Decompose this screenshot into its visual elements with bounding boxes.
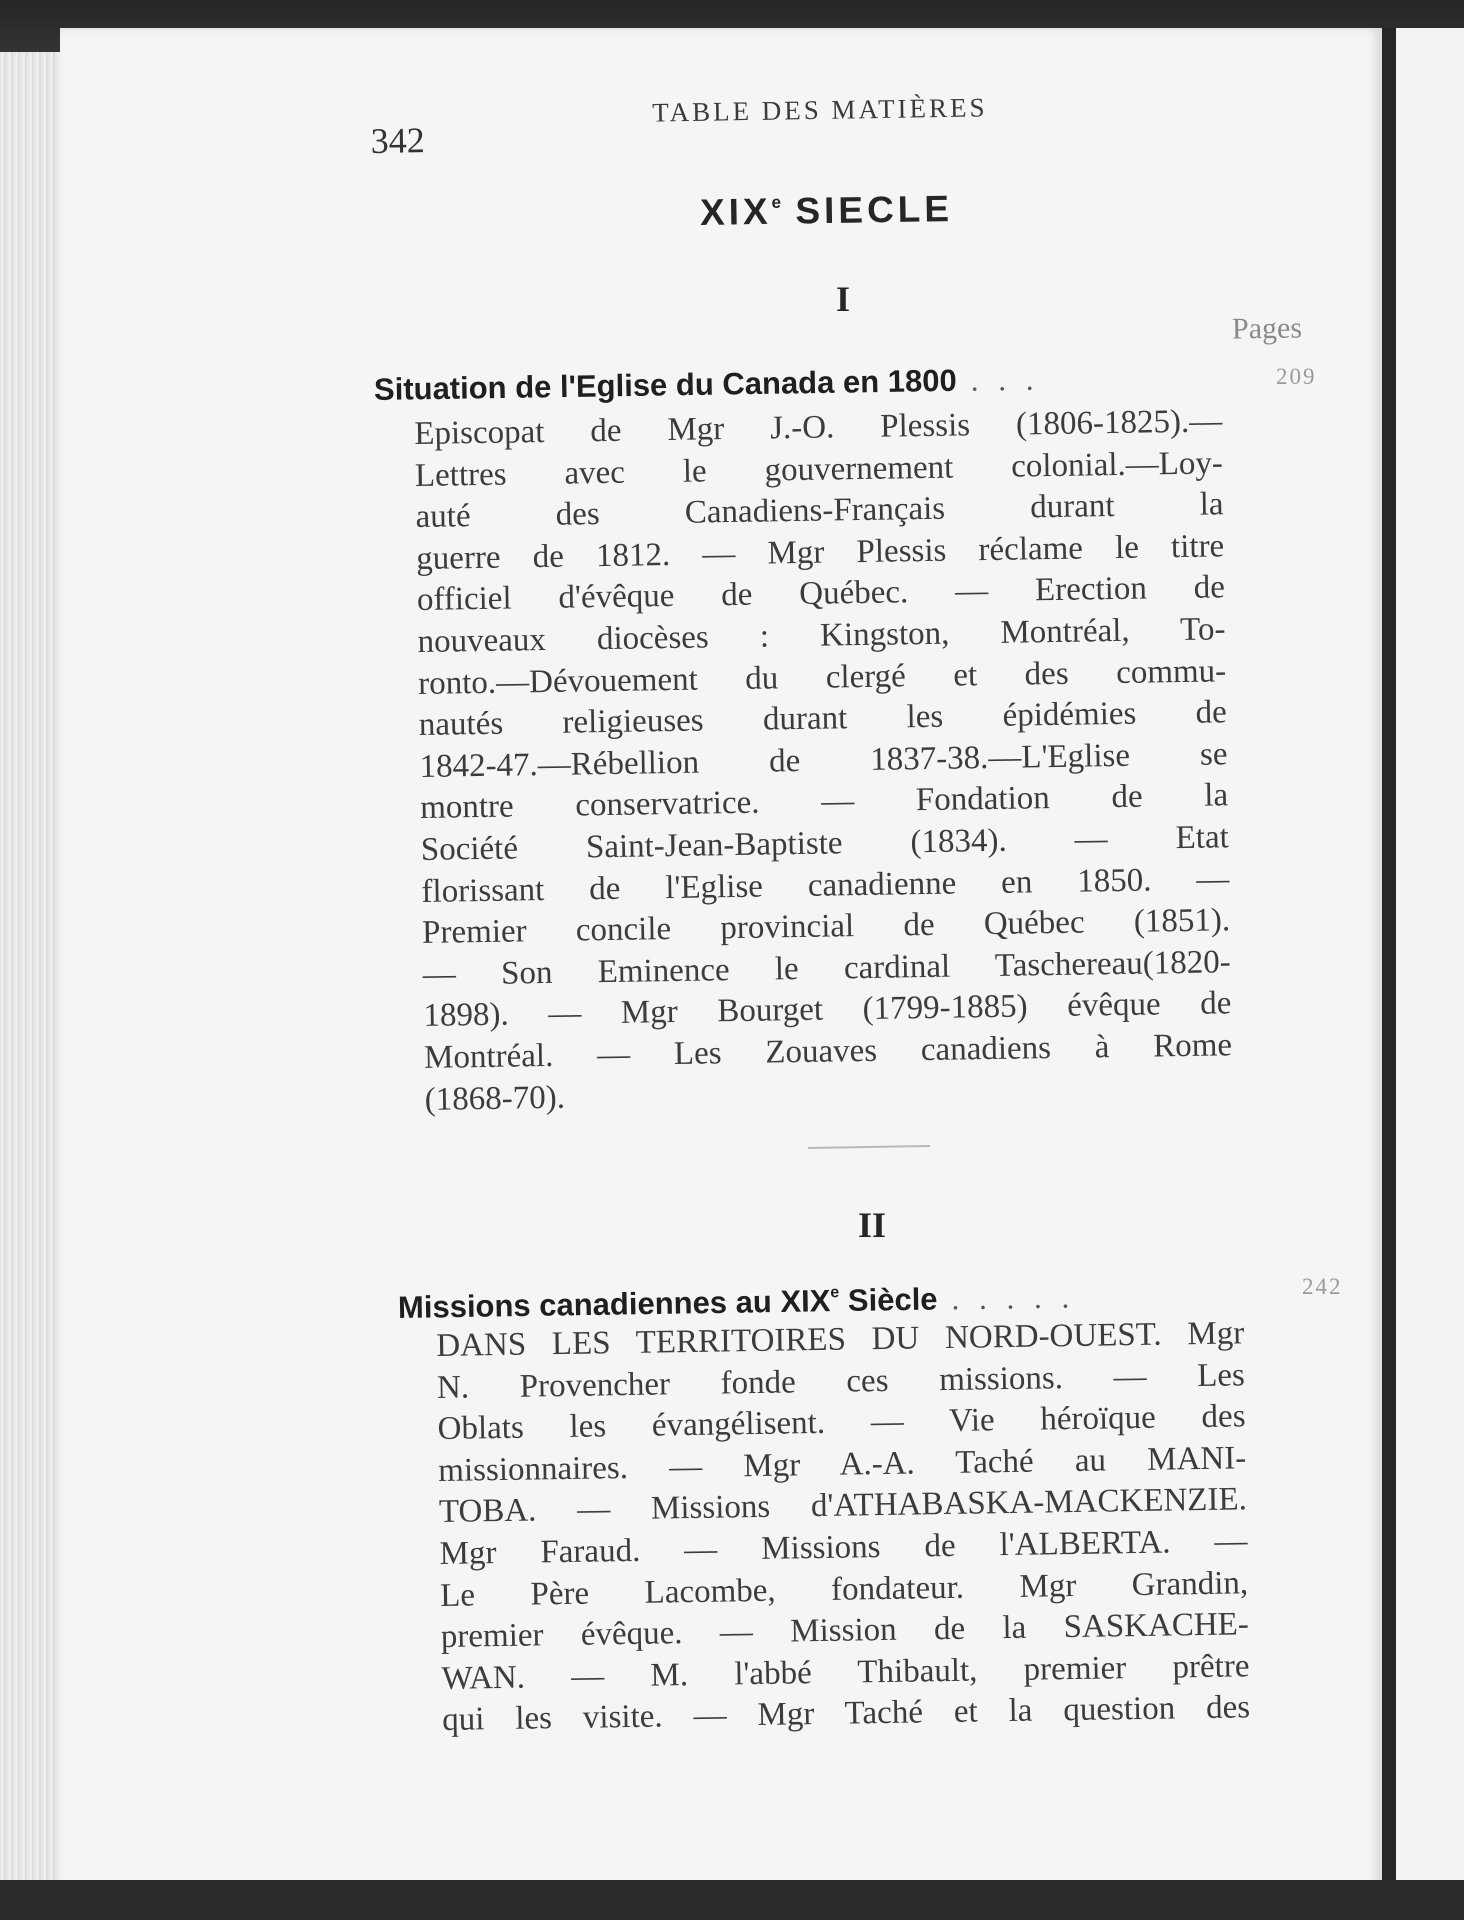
summary-line: montre conservatrice. — Fondation de la — [419, 777, 1229, 827]
summary-line: 1898). — Mgr Bourget (1799-1885) évêque de — [423, 985, 1232, 1035]
summary-line: qui les visite. — Mgr Taché et la question des — [441, 1689, 1251, 1739]
entry-page-ref-2: 242 — [1302, 1274, 1343, 1299]
century-word: SIECLE — [795, 188, 954, 232]
entry-title-2-end: Siècle — [839, 1281, 938, 1319]
summary-line: WAN. — M. l'abbé Thibault, premier prêtre — [441, 1648, 1250, 1697]
summary-line: missionnaires. — Mgr A.-A. Taché au MANI- — [437, 1440, 1247, 1489]
dot-leader: . . . — [970, 361, 1040, 398]
century-suffix: e — [771, 192, 782, 212]
summary-line: florissant de l'Eglise canadienne en 1850. — — [421, 860, 1230, 910]
summary-line: Oblats les évangélisent. — Vie héroïque des — [437, 1398, 1246, 1448]
entry-title-1-text: Situation de l'Eglise du Canada en 1800 — [373, 362, 957, 407]
entry-title-1 — [374, 362, 1040, 408]
section-numeral-1: I — [836, 279, 851, 319]
summary-line: Le Père Lacombe, fondateur. Mgr Grandin, — [439, 1564, 1249, 1614]
section-separator — [808, 1145, 930, 1149]
summary-line: N. Provencher fonde ces missions. — Les — [436, 1356, 1246, 1406]
summary-line: DANS LES TERRITOIRES DU NORD-OUEST. Mgr — [436, 1315, 1245, 1364]
running-title: TABLE DES MATIÈRES — [651, 92, 988, 128]
summary-line: nautés religieuses durant les épidémies de — [418, 694, 1228, 744]
summary-line: officiel d'évêque de Québec. — Erection de — [416, 569, 1226, 619]
entry-summary-1 — [414, 401, 1233, 1121]
century-heading — [700, 188, 954, 234]
summary-line: auté des Canadiens-Français durant la — [415, 486, 1224, 536]
summary-line: Mgr Faraud. — Missions de l'ALBERTA. — — [439, 1523, 1248, 1572]
summary-line: 1842-47.—Rébellion de 1837-38.—L'Eglise se — [419, 736, 1228, 785]
entry-page-ref-1: 209 — [1276, 364, 1317, 389]
summary-line: nouveaux diocèses : Kingston, Montréal, To- — [417, 611, 1226, 660]
summary-line: Montréal. — Les Zouaves canadiens à Rome — [423, 1027, 1233, 1076]
entry-title-2-sup: e — [830, 1284, 840, 1302]
summary-line: — Son Eminence le cardinal Taschereau(1820- — [422, 943, 1231, 993]
summary-line: ronto.—Dévouement du clergé et des commu- — [417, 652, 1227, 702]
century-roman: XIX — [699, 190, 772, 233]
entry-title-2-main: Missions canadiennes au XIX — [397, 1283, 831, 1325]
page-number: 342 — [370, 120, 425, 161]
summary-line: TOBA. — Missions d'ATHABASKA-MACKENZIE. — [438, 1481, 1248, 1531]
section-numeral-2: II — [858, 1205, 887, 1245]
summary-line: (1868-70). — [424, 1079, 566, 1118]
pages-column-label: Pages — [1231, 311, 1303, 346]
summary-line: guerre de 1812. — Mgr Plessis réclame le titre — [415, 528, 1225, 577]
summary-line: Premier concile provincial de Québec (1851). — [421, 902, 1231, 952]
running-head — [370, 89, 1050, 161]
summary-line: premier évêque. — Mission de la SASKACHE- — [440, 1606, 1250, 1656]
summary-line: Société Saint-Jean-Baptiste (1834). — Etat — [420, 819, 1230, 868]
summary-line: Lettres avec le gouvernement colonial.—Loy- — [414, 444, 1224, 494]
entry-summary-2 — [436, 1313, 1250, 1742]
dot-leader: . . . . . — [951, 1279, 1076, 1317]
summary-line: Episcopat de Mgr J.-O. Plessis (1806-1825).— — [414, 403, 1223, 452]
